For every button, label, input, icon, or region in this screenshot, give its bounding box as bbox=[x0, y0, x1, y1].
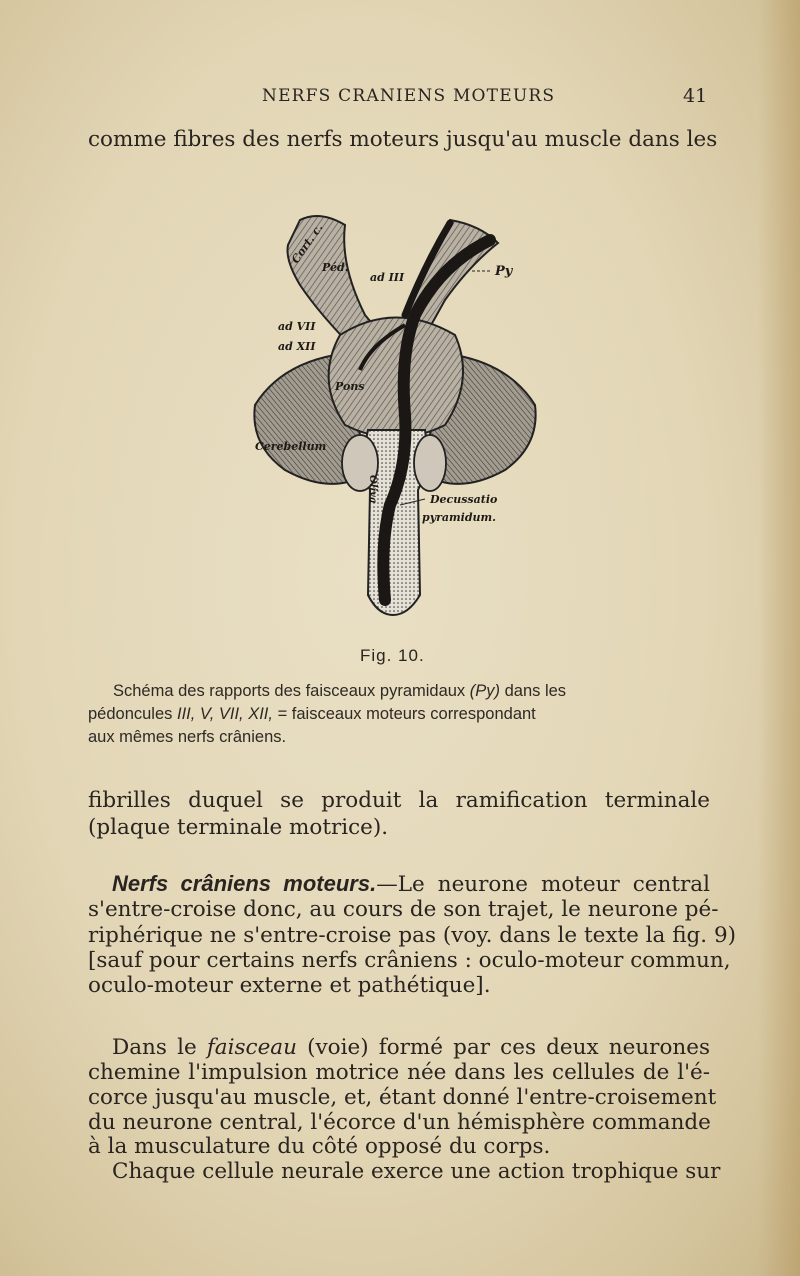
text-line: chemine l'impulsion motrice née dans les cellules de l'é- bbox=[88, 1060, 710, 1085]
caption-line: Schéma des rapports des faisceaux pyramidaux (Py) dans les bbox=[113, 682, 567, 700]
text-line: s'entre-croise donc, au cours de son trajet, le neurone pé- bbox=[88, 897, 719, 922]
label-oliva: Oliva bbox=[367, 475, 378, 504]
text-line: riphérique ne s'entre-croise pas (voy. dans le texte la fig. 9) bbox=[88, 923, 737, 948]
text-line: [sauf pour certains nerfs crâniens : oculo-moteur commun, bbox=[88, 948, 731, 973]
label-cerebellum: Cerebellum bbox=[255, 440, 327, 453]
text-line: à la musculature du côté opposé du corps. bbox=[88, 1134, 551, 1159]
text-line: Chaque cellule neurale exerce une action trophique sur bbox=[112, 1159, 721, 1184]
label-py: Py bbox=[495, 264, 513, 279]
page-number: 41 bbox=[683, 85, 708, 107]
text-line: corce jusqu'au muscle, et, étant donné l'entre-croisement bbox=[88, 1085, 717, 1110]
figure-label: Fig. 10. bbox=[360, 646, 425, 665]
section-heading: Nerfs crâniens moteurs. bbox=[112, 871, 377, 896]
running-head: NERFS CRANIENS MOTEURS bbox=[262, 86, 556, 106]
text-line: du neurone central, l'écorce d'un hémisphère commande bbox=[88, 1110, 711, 1135]
label-ad-iii: ad III bbox=[370, 271, 405, 284]
section-first-line: Nerfs crâniens moteurs.—Le neurone moteur central bbox=[112, 871, 710, 897]
caption-line: aux mêmes nerfs crâniens. bbox=[88, 728, 287, 746]
text-line: oculo-moteur externe et pathétique]. bbox=[88, 973, 491, 998]
label-decussatio: Decussatio bbox=[430, 493, 498, 506]
text-line: comme fibres des nerfs moteurs jusqu'au muscle dans les bbox=[88, 127, 718, 152]
text-line: Dans le faisceau (voie) formé par ces deux neurones bbox=[112, 1035, 710, 1060]
olive-right bbox=[414, 435, 446, 491]
label-cort: Cort. c. bbox=[288, 221, 326, 266]
caption-line: pédoncules III, V, VII, XII, = faisceaux moteurs correspondant bbox=[88, 705, 536, 723]
label-ad-vii: ad VII bbox=[278, 320, 316, 333]
pons bbox=[329, 318, 463, 438]
text-line: fibrilles duquel se produit la ramification terminale bbox=[88, 788, 710, 813]
label-pons: Pons bbox=[335, 380, 365, 393]
label-ped: Péd. bbox=[322, 261, 349, 274]
brainstem-figure bbox=[240, 205, 550, 625]
label-ad-xii: ad XII bbox=[278, 340, 316, 353]
label-pyramidum: pyramidum. bbox=[422, 511, 496, 524]
text-line: (plaque terminale motrice). bbox=[88, 815, 389, 840]
